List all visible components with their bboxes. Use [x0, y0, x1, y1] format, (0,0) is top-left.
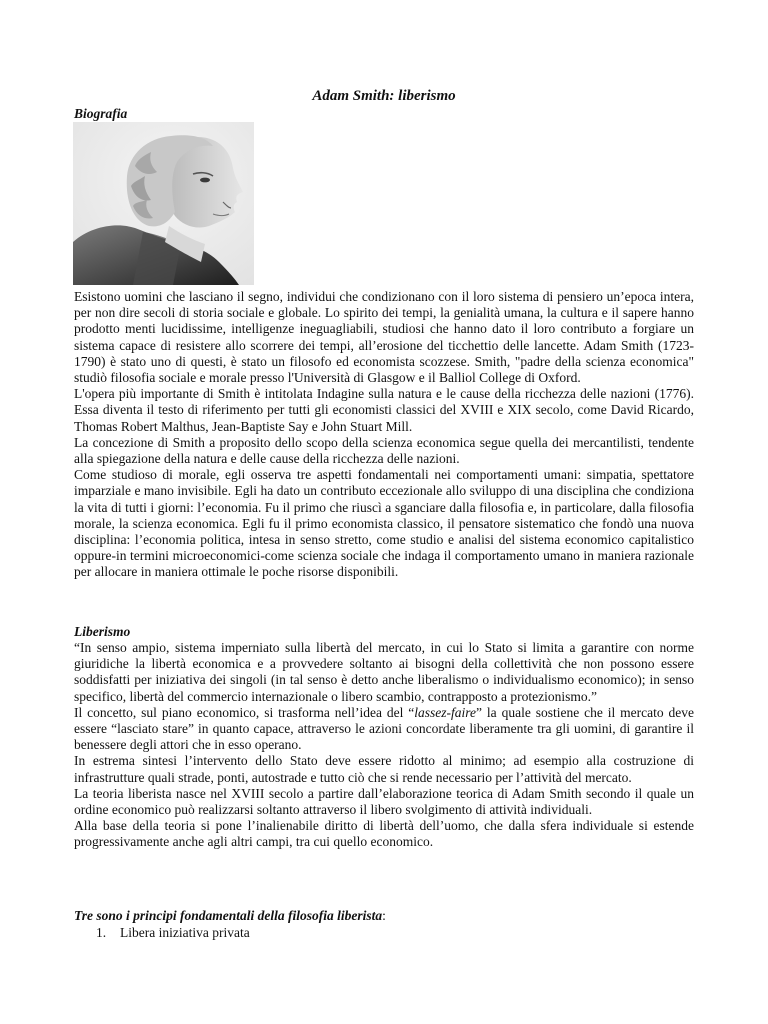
paragraph: [74, 705, 694, 754]
list-item-text: Libera iniziativa privata: [120, 925, 250, 940]
principles-heading-colon: :: [382, 908, 386, 923]
paragraph: L'opera più importante di Smith è intitolata Indagine sulla natura e le cause della ricchezza delle nazioni (1776). Essa diventa il testo di riferimento per tutti gli economisti classici del XVIII e XIX secolo, come David Ricardo, Thomas Robert Malthus, Jean-Baptiste Say e John Stuart Mill.: [74, 386, 694, 434]
section-heading-biografia: Biografia: [74, 106, 128, 121]
italic-term: lassez-faire: [414, 704, 477, 720]
list-item: [96, 925, 250, 941]
text-span: ” la quale sostiene che il mercato deve essere “lasciato stare” in quanto capace, attraverso le azioni concordate liberamente tra gli uomini, di garantire il benessere degli attori che in esso operano.: [74, 704, 695, 753]
document-title: Adam Smith: liberismo: [312, 88, 456, 104]
list-number: 1.: [96, 925, 107, 940]
principles-heading-text: Tre sono i principi fondamentali della filosofia liberista: [74, 908, 383, 923]
biography-text: [74, 289, 694, 581]
paragraph: In estrema sintesi l’intervento dello Stato deve essere ridotto al minimo; ad esempio alla costruzione di infrastrutture quali strade, ponti, autostrade e tutto ciò che si rende necessario per l’attività del mercato.: [74, 753, 694, 785]
definition-quote: “In senso ampio, sistema imperniato sulla libertà del mercato, in cui lo Stato si limita a garantire con norme giuridiche la libertà economica e a provvedere soltanto ai bisogni della collettività che non possono essere soddisfatti per iniziativa dei singoli (in tal senso è detto anche liberalismo o individualismo economico); in senso specifico, libertà del commercio internazionale o libero scambio, contrapposto a protezionismo.”: [74, 640, 694, 704]
paragraph: La teoria liberista nasce nel XVIII secolo a partire dall’elaborazione teorica di Adam Smith secondo il quale un ordine economico può realizzarsi soltanto attraverso il libero svolgimento di attività individuali.: [74, 785, 694, 818]
paragraph: Esistono uomini che lasciano il segno, individui che condizionano con il loro sistema di pensiero un’epoca intera, per non dire secoli di storia sociale e globale. Lo spirito dei tempi, la genialità umana, la cultura e il sapere hanno prodotto menti lucidissime, intelligenze ineguagliabili, studiosi che hanno dato il loro contributo a forgiare un sistema capace di resistere allo scorrere dei tempi, all’erosione del ticchettio delle lancette. Adam Smith (1723-1790) è stato uno di questi, è stato un filosofo ed economista scozzese. Smith, "padre della scienza economica" studiò filosofia sociale e morale presso l'Università di Glasgow e il Balliol College di Oxford.: [74, 289, 694, 386]
paragraph: Alla base della teoria si pone l’inalienabile diritto di libertà dell’uomo, che dalla sfera individuale si estende progressivamente anche agli altri campi, tra cui quello economico.: [74, 818, 694, 850]
portrait-image: [73, 122, 254, 285]
principles-heading: [74, 908, 386, 924]
section-heading-liberismo: Liberismo: [74, 624, 131, 639]
paragraph: La concezione di Smith a proposito dello scopo della scienza economica segue quella dei mercantilisti, tendente alla spiegazione della natura e delle cause della ricchezza delle nazioni.: [74, 434, 694, 467]
principles-list: [96, 925, 250, 941]
paragraph: Come studioso di morale, egli osserva tre aspetti fondamentali nei comportamenti umani: simpatia, spettatore imparziale e mano invisibile. Egli ha dato un contributo eccezionale allo sviluppo di una disciplina che condiziona la vita di tutti i giorni: l’economia. Fu il primo che riuscì a sganciare dalla filosofia e, in particolare, dalla filosofia morale, la scienza economica. Egli fu il primo economista classico, il pensatore sistematico che fondò una nuova disciplina: l’economia politica, intesa in senso stretto, come studio e analisi del sistema economico capitalistico oppure-in termini microeconomici-come scienza sociale che indaga il comportamento umano in maniera razionale per allocare in maniera ottimale le poche risorse disponibili.: [74, 467, 694, 580]
liberismo-text: [74, 640, 694, 851]
text-span: Il concetto, sul piano economico, si trasforma nell’idea del “: [74, 704, 415, 720]
